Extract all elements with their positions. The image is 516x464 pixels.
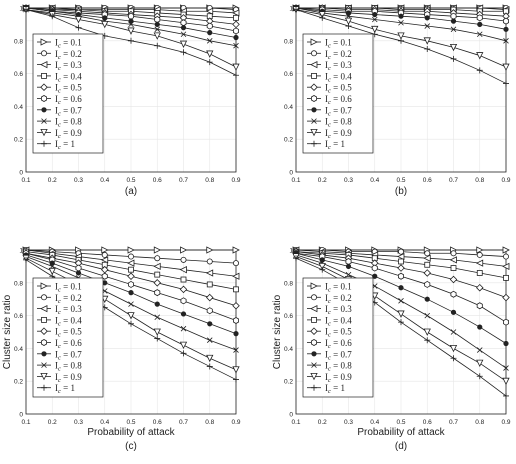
data-point [234, 287, 239, 292]
legend-entry: $I_c = 0.8$ [325, 116, 352, 129]
data-point [503, 64, 509, 70]
data-point [346, 23, 352, 29]
legend-marker [41, 295, 46, 300]
legend-marker [312, 317, 317, 322]
panel-a [14, 5, 241, 197]
y-tick-label: 1 [289, 247, 293, 255]
data-point [154, 329, 160, 335]
data-point [155, 16, 160, 22]
legend-marker [311, 96, 316, 102]
legend-entry: $I_c = 0.8$ [55, 116, 82, 129]
legend-entry: $I_c = 0.4$ [325, 71, 352, 84]
data-point [181, 298, 186, 304]
y-tick-label: 0.6 [13, 71, 23, 79]
panel-b [284, 5, 511, 197]
legend-entry: $I_c = 0.2$ [55, 48, 82, 61]
data-point [399, 259, 404, 264]
data-point [398, 249, 403, 254]
x-tick-label: 0.5 [396, 177, 406, 184]
x-tick-label: 0.2 [317, 419, 327, 426]
data-point [181, 277, 186, 282]
legend-marker [42, 352, 47, 357]
y-tick-label: 0.4 [283, 103, 293, 111]
data-point [372, 12, 377, 17]
legend [33, 34, 103, 153]
x-tick-label: 0.5 [126, 419, 136, 426]
legend-entry: $I_c = 0.3$ [55, 60, 82, 73]
data-point [129, 267, 134, 272]
data-point [425, 251, 430, 256]
legend-entry: $I_c = 0.1$ [55, 37, 82, 50]
legend-entry: $I_c = 1$ [325, 139, 345, 152]
legend-entry: $I_c = 1$ [325, 383, 345, 396]
legend [303, 34, 373, 153]
legend-entry: $I_c = 0.2$ [325, 48, 352, 61]
data-point [181, 41, 187, 47]
x-tick-label: 0.1 [21, 419, 31, 426]
data-point [425, 262, 430, 267]
legend-entry: $I_c = 1$ [55, 383, 75, 396]
data-point [451, 266, 456, 271]
data-point [504, 27, 509, 32]
x-tick-label: 0.4 [100, 177, 110, 184]
x-tick-label: 0.9 [231, 419, 241, 426]
x-tick-label: 0.8 [475, 419, 485, 426]
legend-entry: $I_c = 0.5$ [55, 326, 82, 339]
y-tick-label: 0.6 [283, 313, 293, 321]
data-point [155, 22, 160, 27]
legend-marker [41, 96, 46, 102]
data-point [425, 281, 430, 287]
data-point [154, 336, 160, 342]
data-point [76, 271, 81, 276]
legend-entry: $I_c = 0.3$ [325, 60, 352, 73]
legend-entry: $I_c = 0.6$ [325, 94, 352, 106]
data-point [128, 273, 134, 279]
y-tick-label: 0.8 [283, 280, 293, 288]
data-point [372, 265, 377, 271]
data-point [233, 303, 239, 309]
data-point [102, 252, 107, 257]
data-point [181, 25, 186, 30]
legend [33, 278, 103, 397]
data-point [233, 261, 238, 266]
data-point [477, 252, 482, 257]
legend [303, 278, 373, 397]
legend-entry: $I_c = 0.3$ [325, 304, 352, 317]
data-point [477, 53, 483, 59]
data-point [180, 286, 186, 292]
legend-entry: $I_c = 0.9$ [325, 371, 352, 384]
y-tick-label: 0.2 [283, 136, 293, 144]
legend-marker [42, 108, 47, 113]
legend-entry: $I_c = 0.9$ [325, 127, 352, 140]
x-axis-label: Probability of attack [87, 427, 175, 438]
y-tick-label: 0.2 [13, 136, 23, 144]
y-tick-label: 0.4 [13, 103, 23, 111]
data-point [128, 38, 134, 44]
legend-entry: $I_c = 0.4$ [55, 71, 82, 84]
legend-entry: $I_c = 0.4$ [55, 315, 82, 328]
x-tick-label: 0.5 [396, 419, 406, 426]
data-point [128, 321, 134, 327]
data-point [504, 341, 509, 346]
y-tick-label: 1 [289, 5, 293, 13]
x-tick-label: 0.1 [291, 177, 301, 184]
y-tick-label: 0.6 [13, 313, 23, 321]
legend-entry: $I_c = 0.5$ [55, 82, 82, 95]
y-tick-label: 0.8 [283, 38, 293, 46]
y-axis-label: Cluster size ratio [2, 294, 13, 370]
data-point [398, 311, 404, 317]
data-point [503, 254, 508, 259]
data-point [399, 285, 404, 290]
legend-entry: $I_c = 0.1$ [325, 37, 352, 50]
legend-entry: $I_c = 0.1$ [325, 281, 352, 294]
data-point [477, 325, 482, 330]
data-point [477, 303, 482, 309]
data-point [398, 38, 404, 44]
y-axis-label: Cluster size ratio [272, 294, 283, 370]
legend-entry: $I_c = 0.6$ [325, 338, 352, 350]
data-point [76, 265, 81, 271]
data-point [233, 377, 239, 383]
data-point [503, 18, 508, 24]
data-point [424, 270, 430, 276]
data-point [207, 322, 212, 327]
data-point [207, 308, 212, 314]
data-point [398, 319, 404, 325]
legend-marker [311, 340, 316, 346]
data-point [181, 20, 186, 26]
data-point [181, 312, 186, 317]
legend-entry: $I_c = 0.6$ [55, 338, 82, 350]
data-point [346, 258, 351, 264]
data-point [181, 342, 187, 348]
y-tick-label: 0.2 [13, 378, 23, 386]
legend-marker [312, 73, 317, 78]
data-point [234, 35, 239, 40]
y-tick-label: 0 [289, 169, 293, 177]
legend-marker [311, 295, 316, 300]
x-tick-label: 0.3 [343, 177, 354, 184]
data-point [451, 19, 456, 24]
data-point [207, 363, 213, 369]
data-point [451, 355, 457, 361]
data-point [346, 264, 351, 269]
x-tick-label: 0.7 [178, 177, 189, 184]
data-point [477, 67, 483, 73]
x-tick-label: 0.3 [73, 419, 84, 426]
legend-marker [41, 51, 46, 56]
legend-marker [312, 352, 317, 357]
data-point [128, 281, 133, 287]
data-point [477, 373, 483, 379]
data-point [207, 259, 212, 264]
y-tick-label: 0.6 [283, 71, 293, 79]
data-point [450, 276, 456, 282]
x-tick-label: 0.8 [205, 177, 215, 184]
data-point [207, 51, 213, 57]
data-point [398, 265, 404, 271]
legend-entry: $I_c = 0.5$ [325, 82, 352, 95]
x-tick-label: 0.7 [448, 177, 459, 184]
x-tick-label: 0.1 [291, 419, 301, 426]
data-point [181, 257, 186, 262]
legend-entry: $I_c = 1$ [55, 139, 75, 152]
x-tick-label: 0.6 [422, 419, 432, 426]
x-tick-label: 0.3 [343, 419, 354, 426]
x-tick-label: 0.7 [448, 419, 459, 426]
data-point [155, 302, 160, 307]
data-point [207, 282, 212, 287]
data-point [451, 291, 456, 297]
panel-c [2, 247, 241, 452]
data-point [477, 270, 482, 275]
x-tick-label: 0.6 [152, 177, 162, 184]
legend-entry: $I_c = 0.7$ [325, 349, 352, 362]
x-tick-label: 0.5 [126, 177, 136, 184]
y-tick-label: 0.4 [13, 345, 23, 353]
legend-entry: $I_c = 0.3$ [55, 304, 82, 317]
data-point [319, 15, 325, 21]
x-tick-label: 0.9 [231, 177, 241, 184]
data-point [154, 43, 160, 49]
data-point [451, 251, 456, 256]
legend-entry: $I_c = 0.9$ [55, 127, 82, 140]
legend-entry: $I_c = 0.1$ [55, 281, 82, 294]
y-tick-label: 1 [19, 247, 23, 255]
x-tick-label: 0.1 [21, 177, 31, 184]
data-point [233, 72, 239, 78]
x-tick-label: 0.3 [73, 177, 84, 184]
data-point [503, 319, 508, 325]
data-point [233, 28, 238, 34]
panel-label: (c) [125, 441, 137, 452]
data-point [129, 290, 134, 295]
data-point [233, 367, 239, 373]
data-point [155, 290, 160, 296]
data-point [128, 13, 133, 19]
y-tick-label: 0.2 [283, 378, 293, 386]
data-point [451, 56, 457, 62]
x-tick-label: 0.8 [475, 177, 485, 184]
data-point [181, 350, 187, 356]
panel-label: (d) [394, 441, 408, 452]
data-point [504, 275, 509, 280]
data-point [234, 331, 239, 336]
y-tick-label: 0.4 [283, 345, 293, 353]
legend-entry: $I_c = 0.7$ [325, 105, 352, 118]
y-tick-label: 0 [19, 411, 23, 419]
data-point [424, 337, 430, 343]
data-point [181, 49, 187, 55]
x-tick-label: 0.8 [205, 419, 215, 426]
x-tick-label: 0.4 [370, 177, 380, 184]
legend-entry: $I_c = 0.2$ [55, 292, 82, 305]
data-point [503, 393, 509, 399]
data-point [425, 16, 430, 21]
legend-entry: $I_c = 0.5$ [325, 326, 352, 339]
data-point [477, 22, 482, 27]
data-point [477, 15, 482, 21]
data-point [207, 294, 213, 300]
legend-marker [42, 73, 47, 78]
x-tick-label: 0.2 [47, 177, 57, 184]
x-axis-label: Probability of attack [357, 427, 445, 438]
x-tick-label: 0.7 [178, 419, 189, 426]
legend-entry: $I_c = 0.2$ [325, 292, 352, 305]
data-point [207, 30, 212, 35]
data-point [424, 46, 430, 52]
y-tick-label: 0.8 [13, 280, 23, 288]
y-tick-label: 0 [19, 169, 23, 177]
y-tick-label: 0.8 [13, 38, 23, 46]
x-tick-label: 0.6 [422, 177, 432, 184]
data-point [154, 280, 160, 286]
data-point [399, 14, 404, 19]
data-point [425, 297, 430, 302]
panel-d [272, 247, 511, 452]
data-point [477, 285, 483, 291]
legend-entry: $I_c = 0.8$ [55, 360, 82, 373]
data-point [207, 59, 213, 65]
panel-label: (b) [394, 186, 408, 197]
legend-entry: $I_c = 0.9$ [55, 371, 82, 384]
legend-entry: $I_c = 0.4$ [325, 315, 352, 328]
data-point [155, 272, 160, 277]
panel-label: (a) [124, 186, 138, 197]
legend-entry: $I_c = 0.7$ [55, 349, 82, 362]
legend-entry: $I_c = 0.8$ [325, 360, 352, 373]
legend-entry: $I_c = 0.6$ [55, 94, 82, 106]
legend-marker [41, 340, 46, 346]
y-tick-label: 1 [19, 5, 23, 13]
data-point [451, 13, 456, 19]
data-point [155, 256, 160, 261]
x-tick-label: 0.2 [317, 177, 327, 184]
data-point [451, 44, 457, 50]
legend-marker [311, 51, 316, 56]
data-point [451, 310, 456, 315]
data-point [76, 25, 82, 31]
data-point [233, 64, 239, 70]
data-point [503, 294, 509, 300]
data-point [128, 254, 133, 259]
x-tick-label: 0.9 [501, 419, 511, 426]
x-tick-label: 0.6 [152, 419, 162, 426]
data-point [398, 273, 403, 279]
legend-marker [42, 317, 47, 322]
x-tick-label: 0.4 [370, 419, 380, 426]
y-tick-label: 0 [289, 411, 293, 419]
data-point [233, 318, 238, 324]
data-point [477, 360, 483, 366]
data-point [234, 15, 239, 20]
legend-entry: $I_c = 0.7$ [55, 105, 82, 118]
data-point [207, 355, 213, 361]
x-tick-label: 0.9 [501, 177, 511, 184]
x-tick-label: 0.4 [100, 419, 110, 426]
data-point [424, 329, 430, 335]
legend-marker [312, 108, 317, 113]
data-point [503, 80, 509, 86]
data-point [233, 21, 239, 27]
x-tick-label: 0.2 [47, 419, 57, 426]
data-point [207, 23, 212, 29]
